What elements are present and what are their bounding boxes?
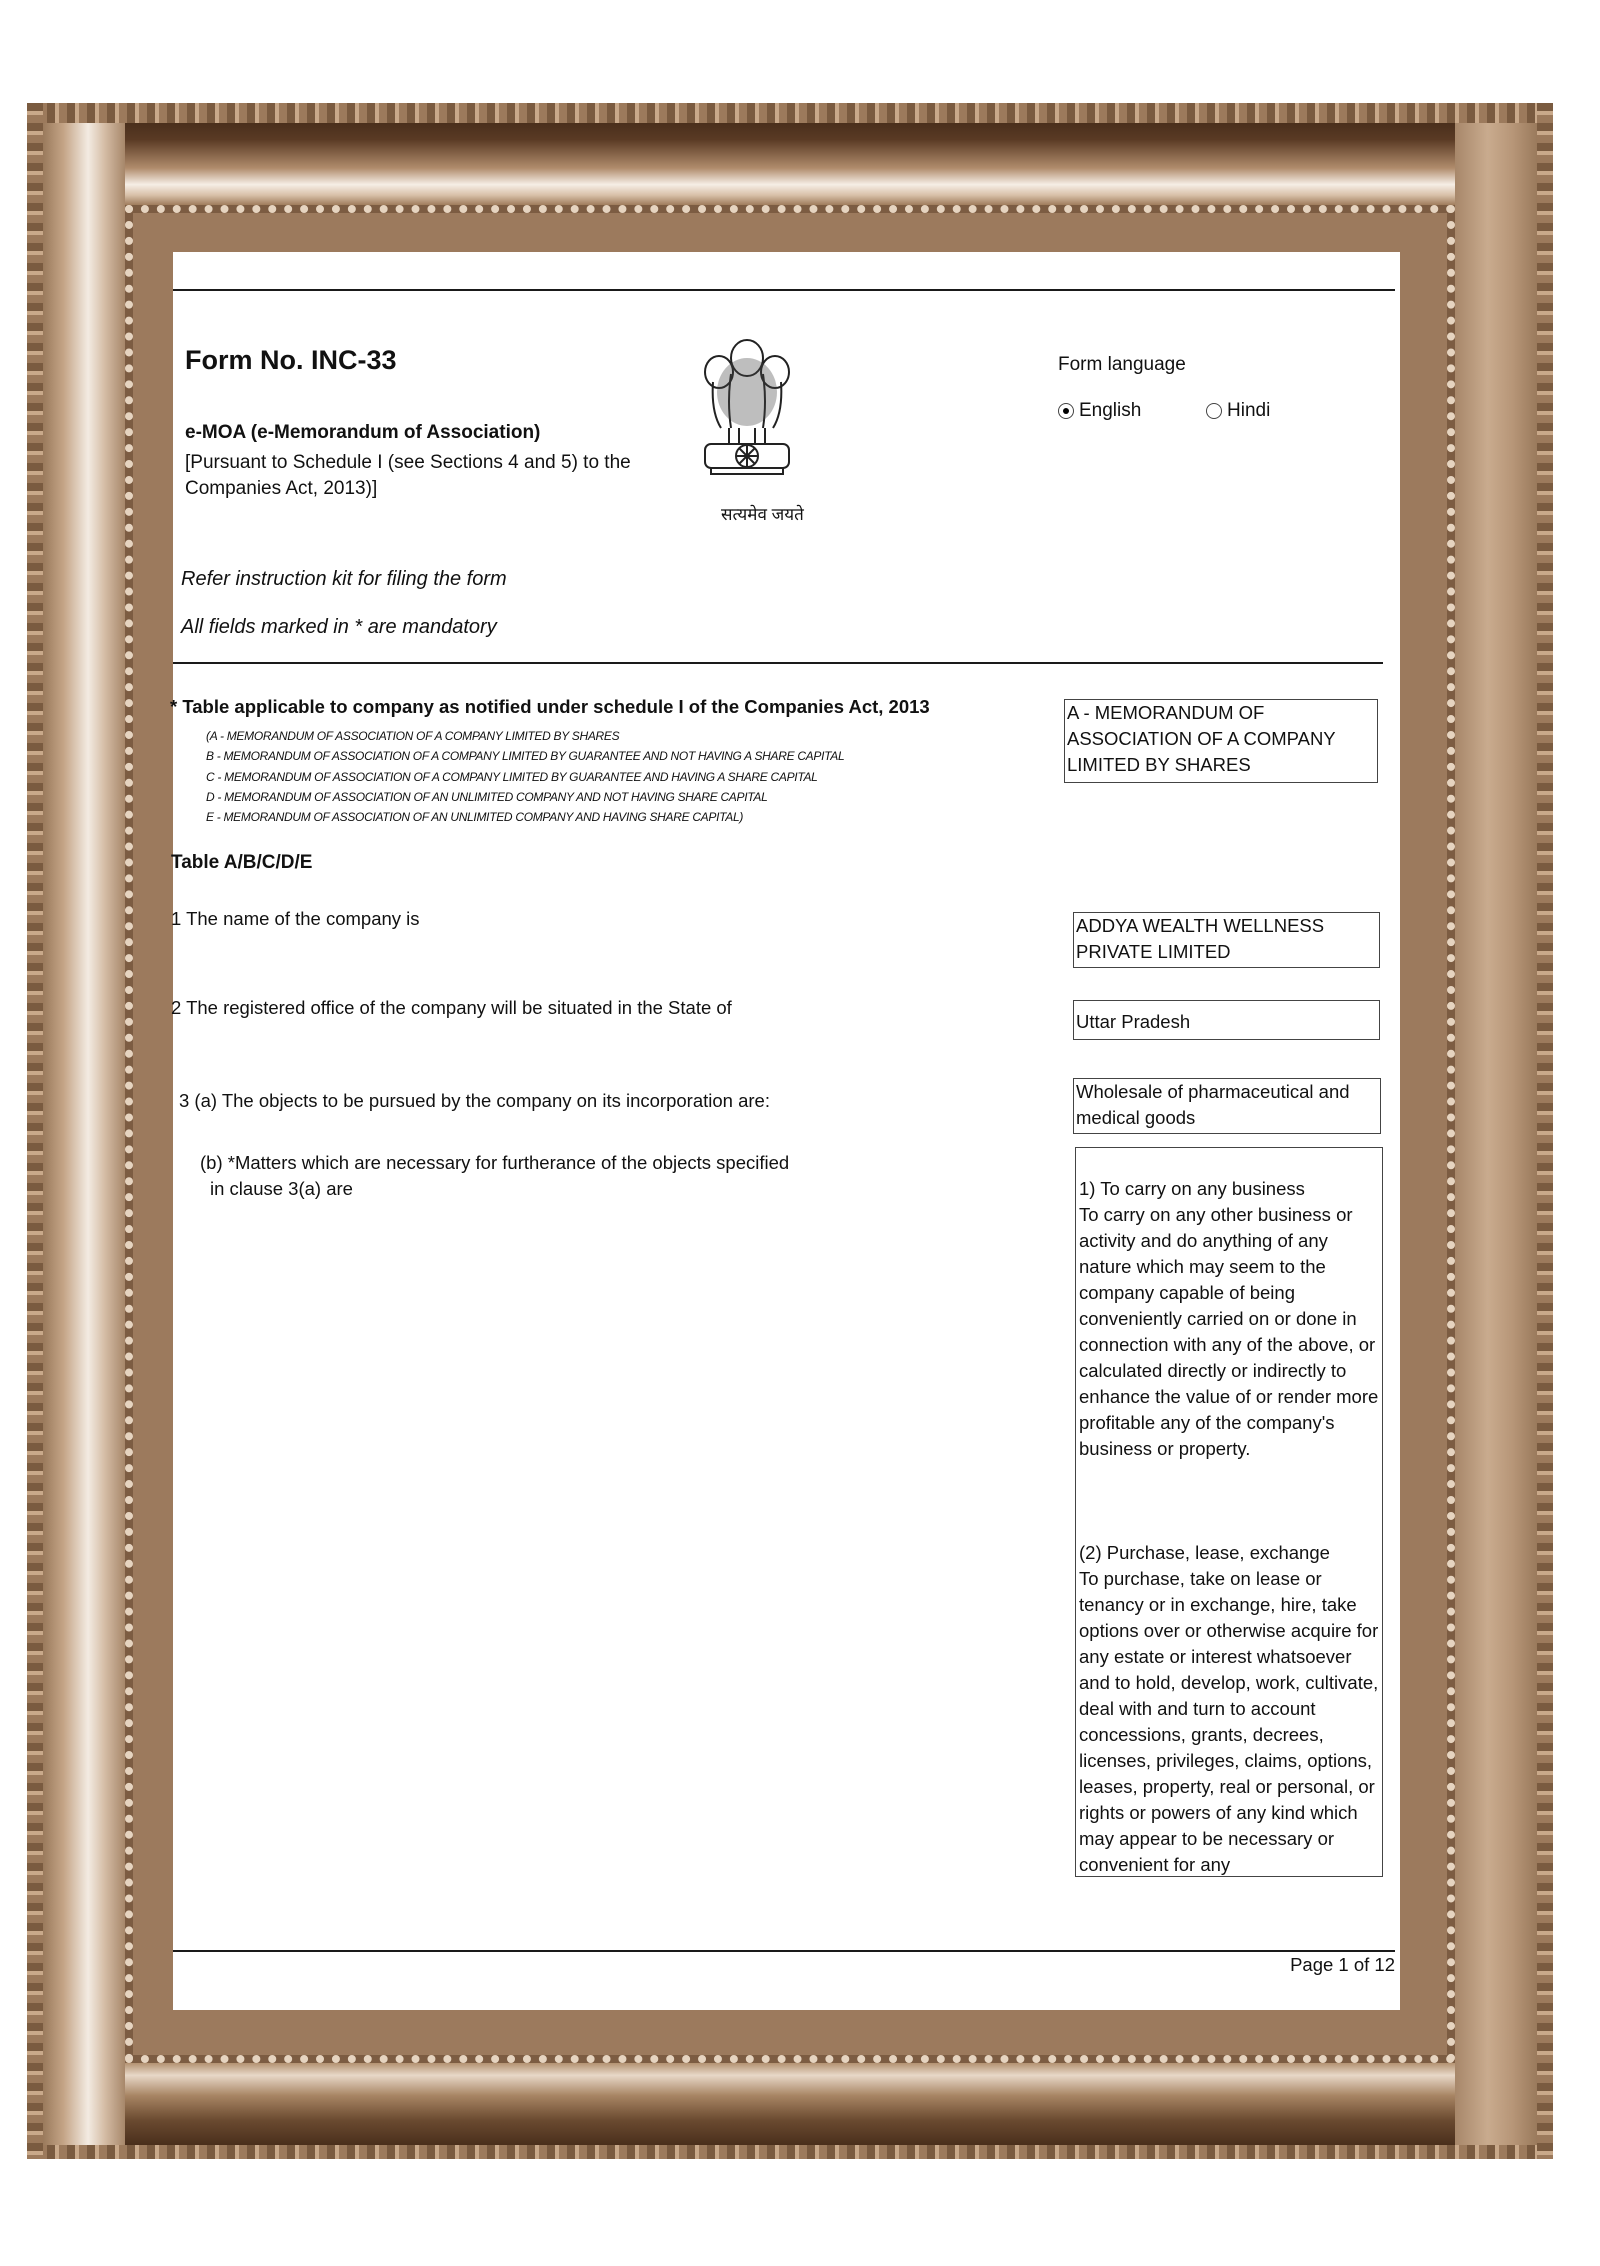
national-emblem-icon <box>683 332 811 482</box>
instruction-note: Refer instruction kit for filing the form <box>181 568 507 590</box>
objects-label: 3 (a) The objects to be pursued by the company on its incorporation are: <box>179 1090 770 1111</box>
mandatory-note: All fields marked in * are mandatory <box>181 616 497 638</box>
section-title: Table A/B/C/D/E <box>171 852 313 873</box>
ancillary-matters-paragraph-2: (2) Purchase, lease, exchange To purchase, take on lease or tenancy or in exchange, hire, take options over or otherwise acquire for any estate or interest whatsoever and to hold, develop, work, cultivate, deal with and turn to account concessions, grants, decrees, licenses, privileges, claims, options, leases, property, real or personal, or rights or powers of any kind which may appear to be necessary or convenient for any <box>1079 1542 1379 1875</box>
ancillary-matters-paragraph-1: 1) To carry on any business To carry on any other business or activity and do anything of any nature which may seem to the company capable of being conveniently carried on or done in connection with any of the above, or calculated directly or indirectly to enhance the value of or render more profitable any of the company's business or property. <box>1079 1178 1379 1459</box>
radio-selected-icon[interactable] <box>1058 403 1074 419</box>
header-top-rule <box>173 289 1395 291</box>
header-bottom-rule <box>173 662 1383 664</box>
language-option-english[interactable] <box>1058 400 1141 422</box>
form-pursuant-text: [Pursuant to Schedule I (see Sections 4 and 5) to the Companies Act, 2013)] <box>185 452 631 499</box>
frame-rope-bottom <box>27 2145 1553 2159</box>
form-subtitle: e-MOA (e-Memorandum of Association) <box>185 422 541 443</box>
language-option-label: English <box>1079 400 1142 421</box>
form-number-title: Form No. INC-33 <box>185 345 397 375</box>
frame-moulding-top <box>43 123 1537 205</box>
company-name-field[interactable]: ADDYA WEALTH WELLNESS PRIVATE LIMITED <box>1073 912 1380 968</box>
table-applicable-heading: * Table applicable to company as notified under schedule I of the Companies Act, 2013 <box>170 696 930 717</box>
ancillary-matters-label-line1: (b) *Matters which are necessary for furtherance of the objects specified <box>200 1152 790 1173</box>
language-option-hindi[interactable] <box>1206 400 1270 422</box>
table-applicable-field[interactable]: A - MEMORANDUM OF ASSOCIATION OF A COMPANY LIMITED BY SHARES <box>1064 699 1378 783</box>
language-option-label: Hindi <box>1227 400 1271 421</box>
frame-rope-left <box>27 103 43 2159</box>
page-indicator: Page 1 of 12 <box>1290 1954 1395 1975</box>
schedule-item-e: E - MEMORANDUM OF ASSOCIATION OF AN UNLIMITED COMPANY AND HAVING SHARE CAPITAL) <box>206 810 744 824</box>
frame-moulding-left <box>43 123 125 2145</box>
form-language-label: Form language <box>1058 354 1186 375</box>
emblem-caption: सत्यमेव जयते <box>721 505 804 524</box>
frame-rope-right <box>1537 103 1553 2159</box>
schedule-item-c: C - MEMORANDUM OF ASSOCIATION OF A COMPANY LIMITED BY GUARANTEE AND HAVING A SHARE CAPITAL <box>206 770 818 784</box>
objects-field[interactable]: Wholesale of pharmaceutical and medical goods <box>1073 1078 1381 1134</box>
schedule-item-b: B - MEMORANDUM OF ASSOCIATION OF A COMPANY LIMITED BY GUARANTEE AND NOT HAVING A SHARE CAPITAL <box>206 749 845 763</box>
radio-unselected-icon[interactable] <box>1206 403 1222 419</box>
footer-rule <box>173 1950 1395 1952</box>
frame-moulding-bottom <box>43 2063 1537 2145</box>
schedule-item-d: D - MEMORANDUM OF ASSOCIATION OF AN UNLIMITED COMPANY AND NOT HAVING SHARE CAPITAL <box>206 790 768 804</box>
frame-moulding-right <box>1455 123 1537 2145</box>
ancillary-matters-label-line2: in clause 3(a) are <box>210 1178 353 1199</box>
ancillary-matters-field[interactable] <box>1075 1147 1383 1877</box>
company-name-label: 1 The name of the company is <box>171 908 420 929</box>
registered-office-state-label: 2 The registered office of the company will be situated in the State of <box>171 997 732 1018</box>
frame-rope-top <box>27 103 1553 123</box>
form-page <box>170 252 1400 2010</box>
schedule-item-a: (A - MEMORANDUM OF ASSOCIATION OF A COMPANY LIMITED BY SHARES <box>206 729 620 743</box>
registered-office-state-field[interactable]: Uttar Pradesh <box>1073 1000 1380 1040</box>
